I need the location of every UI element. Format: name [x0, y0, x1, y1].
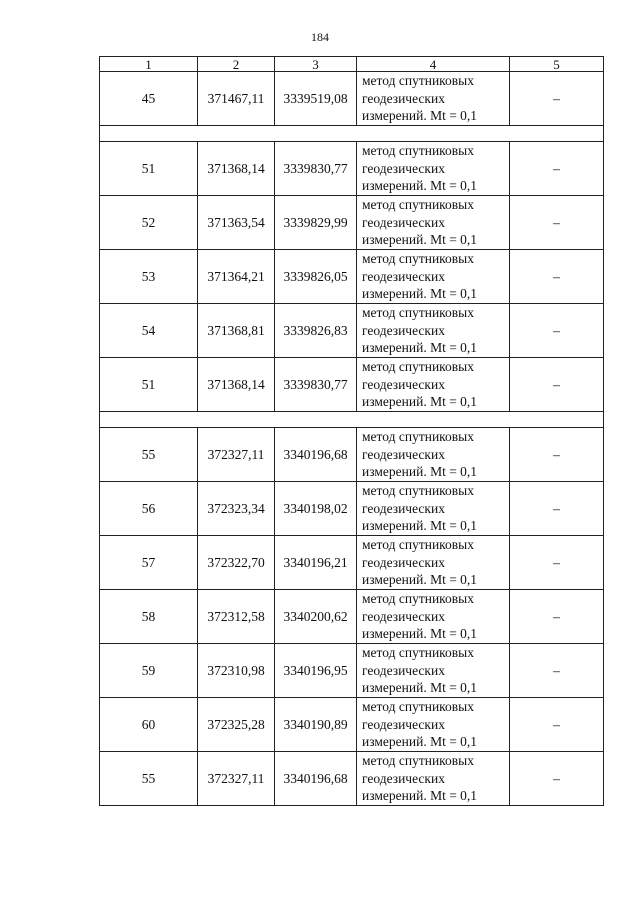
- method-line: метод спутниковых: [362, 591, 474, 607]
- method-cell: [357, 482, 510, 536]
- method-line: метод спутниковых: [362, 73, 474, 89]
- point-number-cell: 55: [100, 428, 198, 482]
- method-line: измерений. Mt = 0,1: [362, 340, 478, 356]
- x-coordinate-cell: 371363,54: [198, 196, 275, 250]
- method-line: измерений. Mt = 0,1: [362, 178, 478, 194]
- method-line: геодезических: [362, 214, 445, 230]
- note-cell: –: [510, 142, 604, 196]
- method-cell: [357, 698, 510, 752]
- table-row: [100, 250, 604, 304]
- method-line: измерений. Mt = 0,1: [362, 394, 478, 410]
- method-line: метод спутниковых: [362, 429, 474, 445]
- point-number-cell: 58: [100, 590, 198, 644]
- method-line: метод спутниковых: [362, 305, 474, 321]
- method-line: метод спутниковых: [362, 251, 474, 267]
- note-cell: –: [510, 590, 604, 644]
- gap-cell: [100, 412, 604, 428]
- x-coordinate-cell: 371368,14: [198, 142, 275, 196]
- column-header-4: 4: [357, 57, 510, 72]
- point-number-cell: 55: [100, 752, 198, 806]
- x-coordinate-cell: 372327,11: [198, 428, 275, 482]
- method-line: измерений. Mt = 0,1: [362, 464, 478, 480]
- y-coordinate-cell: 3339830,77: [275, 142, 357, 196]
- note-cell: –: [510, 698, 604, 752]
- method-line: метод спутниковых: [362, 143, 474, 159]
- method-cell: [357, 142, 510, 196]
- method-line: геодезических: [362, 662, 445, 678]
- x-coordinate-cell: 371364,21: [198, 250, 275, 304]
- x-coordinate-cell: 372323,34: [198, 482, 275, 536]
- table-row: [100, 536, 604, 590]
- x-coordinate-cell: 372322,70: [198, 536, 275, 590]
- table-row: [100, 644, 604, 698]
- table-row: [100, 428, 604, 482]
- table-gap-row: [100, 412, 604, 428]
- note-cell: –: [510, 482, 604, 536]
- note-cell: –: [510, 536, 604, 590]
- method-line: геодезических: [362, 268, 445, 284]
- point-number-cell: 53: [100, 250, 198, 304]
- method-cell: [357, 644, 510, 698]
- y-coordinate-cell: 3340196,21: [275, 536, 357, 590]
- table-body: [100, 57, 604, 806]
- column-header-1: 1: [100, 57, 198, 72]
- note-cell: –: [510, 644, 604, 698]
- method-cell: [357, 752, 510, 806]
- point-number-cell: 51: [100, 142, 198, 196]
- x-coordinate-cell: 372310,98: [198, 644, 275, 698]
- column-header-3: 3: [275, 57, 357, 72]
- note-cell: –: [510, 72, 604, 126]
- method-line: метод спутниковых: [362, 537, 474, 553]
- y-coordinate-cell: 3339829,99: [275, 196, 357, 250]
- y-coordinate-cell: 3340198,02: [275, 482, 357, 536]
- method-line: метод спутниковых: [362, 359, 474, 375]
- point-number-cell: 45: [100, 72, 198, 126]
- method-cell: [357, 428, 510, 482]
- y-coordinate-cell: 3339826,83: [275, 304, 357, 358]
- table-row: [100, 196, 604, 250]
- point-number-cell: 57: [100, 536, 198, 590]
- y-coordinate-cell: 3340196,95: [275, 644, 357, 698]
- method-line: геодезических: [362, 608, 445, 624]
- method-cell: [357, 250, 510, 304]
- gap-cell: [100, 126, 604, 142]
- table-row: [100, 752, 604, 806]
- method-line: измерений. Mt = 0,1: [362, 232, 478, 248]
- table-header-row: [100, 57, 604, 72]
- y-coordinate-cell: 3339826,05: [275, 250, 357, 304]
- note-cell: –: [510, 304, 604, 358]
- method-line: метод спутниковых: [362, 753, 474, 769]
- method-line: геодезических: [362, 770, 445, 786]
- method-line: измерений. Mt = 0,1: [362, 788, 478, 804]
- table-row: [100, 358, 604, 412]
- method-cell: [357, 590, 510, 644]
- note-cell: –: [510, 752, 604, 806]
- method-line: метод спутниковых: [362, 645, 474, 661]
- method-cell: [357, 72, 510, 126]
- point-number-cell: 60: [100, 698, 198, 752]
- method-line: метод спутниковых: [362, 197, 474, 213]
- y-coordinate-cell: 3340190,89: [275, 698, 357, 752]
- table-row: [100, 72, 604, 126]
- method-line: геодезических: [362, 322, 445, 338]
- point-number-cell: 56: [100, 482, 198, 536]
- x-coordinate-cell: 371368,81: [198, 304, 275, 358]
- note-cell: –: [510, 196, 604, 250]
- method-line: геодезических: [362, 554, 445, 570]
- method-line: метод спутниковых: [362, 483, 474, 499]
- method-cell: [357, 358, 510, 412]
- note-cell: –: [510, 250, 604, 304]
- method-line: измерений. Mt = 0,1: [362, 572, 478, 588]
- method-cell: [357, 196, 510, 250]
- method-line: измерений. Mt = 0,1: [362, 626, 478, 642]
- x-coordinate-cell: 372312,58: [198, 590, 275, 644]
- page-number: 184: [311, 30, 329, 44]
- point-number-cell: 59: [100, 644, 198, 698]
- table-row: [100, 142, 604, 196]
- method-line: измерений. Mt = 0,1: [362, 108, 478, 124]
- table-gap-row: [100, 126, 604, 142]
- method-cell: [357, 536, 510, 590]
- table-row: [100, 698, 604, 752]
- note-cell: –: [510, 428, 604, 482]
- column-header-2: 2: [198, 57, 275, 72]
- method-line: измерений. Mt = 0,1: [362, 734, 478, 750]
- point-number-cell: 52: [100, 196, 198, 250]
- method-line: геодезических: [362, 500, 445, 516]
- y-coordinate-cell: 3340196,68: [275, 428, 357, 482]
- y-coordinate-cell: 3340200,62: [275, 590, 357, 644]
- table-row: [100, 590, 604, 644]
- method-line: измерений. Mt = 0,1: [362, 680, 478, 696]
- table-row: [100, 304, 604, 358]
- x-coordinate-cell: 371467,11: [198, 72, 275, 126]
- method-line: геодезических: [362, 716, 445, 732]
- method-line: метод спутниковых: [362, 699, 474, 715]
- method-line: геодезических: [362, 90, 445, 106]
- column-header-5: 5: [510, 57, 604, 72]
- method-line: измерений. Mt = 0,1: [362, 518, 478, 534]
- y-coordinate-cell: 3340196,68: [275, 752, 357, 806]
- y-coordinate-cell: 3339519,08: [275, 72, 357, 126]
- coordinates-table: [99, 56, 604, 806]
- method-line: геодезических: [362, 376, 445, 392]
- table-row: [100, 482, 604, 536]
- method-line: геодезических: [362, 160, 445, 176]
- x-coordinate-cell: 371368,14: [198, 358, 275, 412]
- point-number-cell: 54: [100, 304, 198, 358]
- x-coordinate-cell: 372325,28: [198, 698, 275, 752]
- note-cell: –: [510, 358, 604, 412]
- method-line: геодезических: [362, 446, 445, 462]
- y-coordinate-cell: 3339830,77: [275, 358, 357, 412]
- point-number-cell: 51: [100, 358, 198, 412]
- method-line: измерений. Mt = 0,1: [362, 286, 478, 302]
- method-cell: [357, 304, 510, 358]
- x-coordinate-cell: 372327,11: [198, 752, 275, 806]
